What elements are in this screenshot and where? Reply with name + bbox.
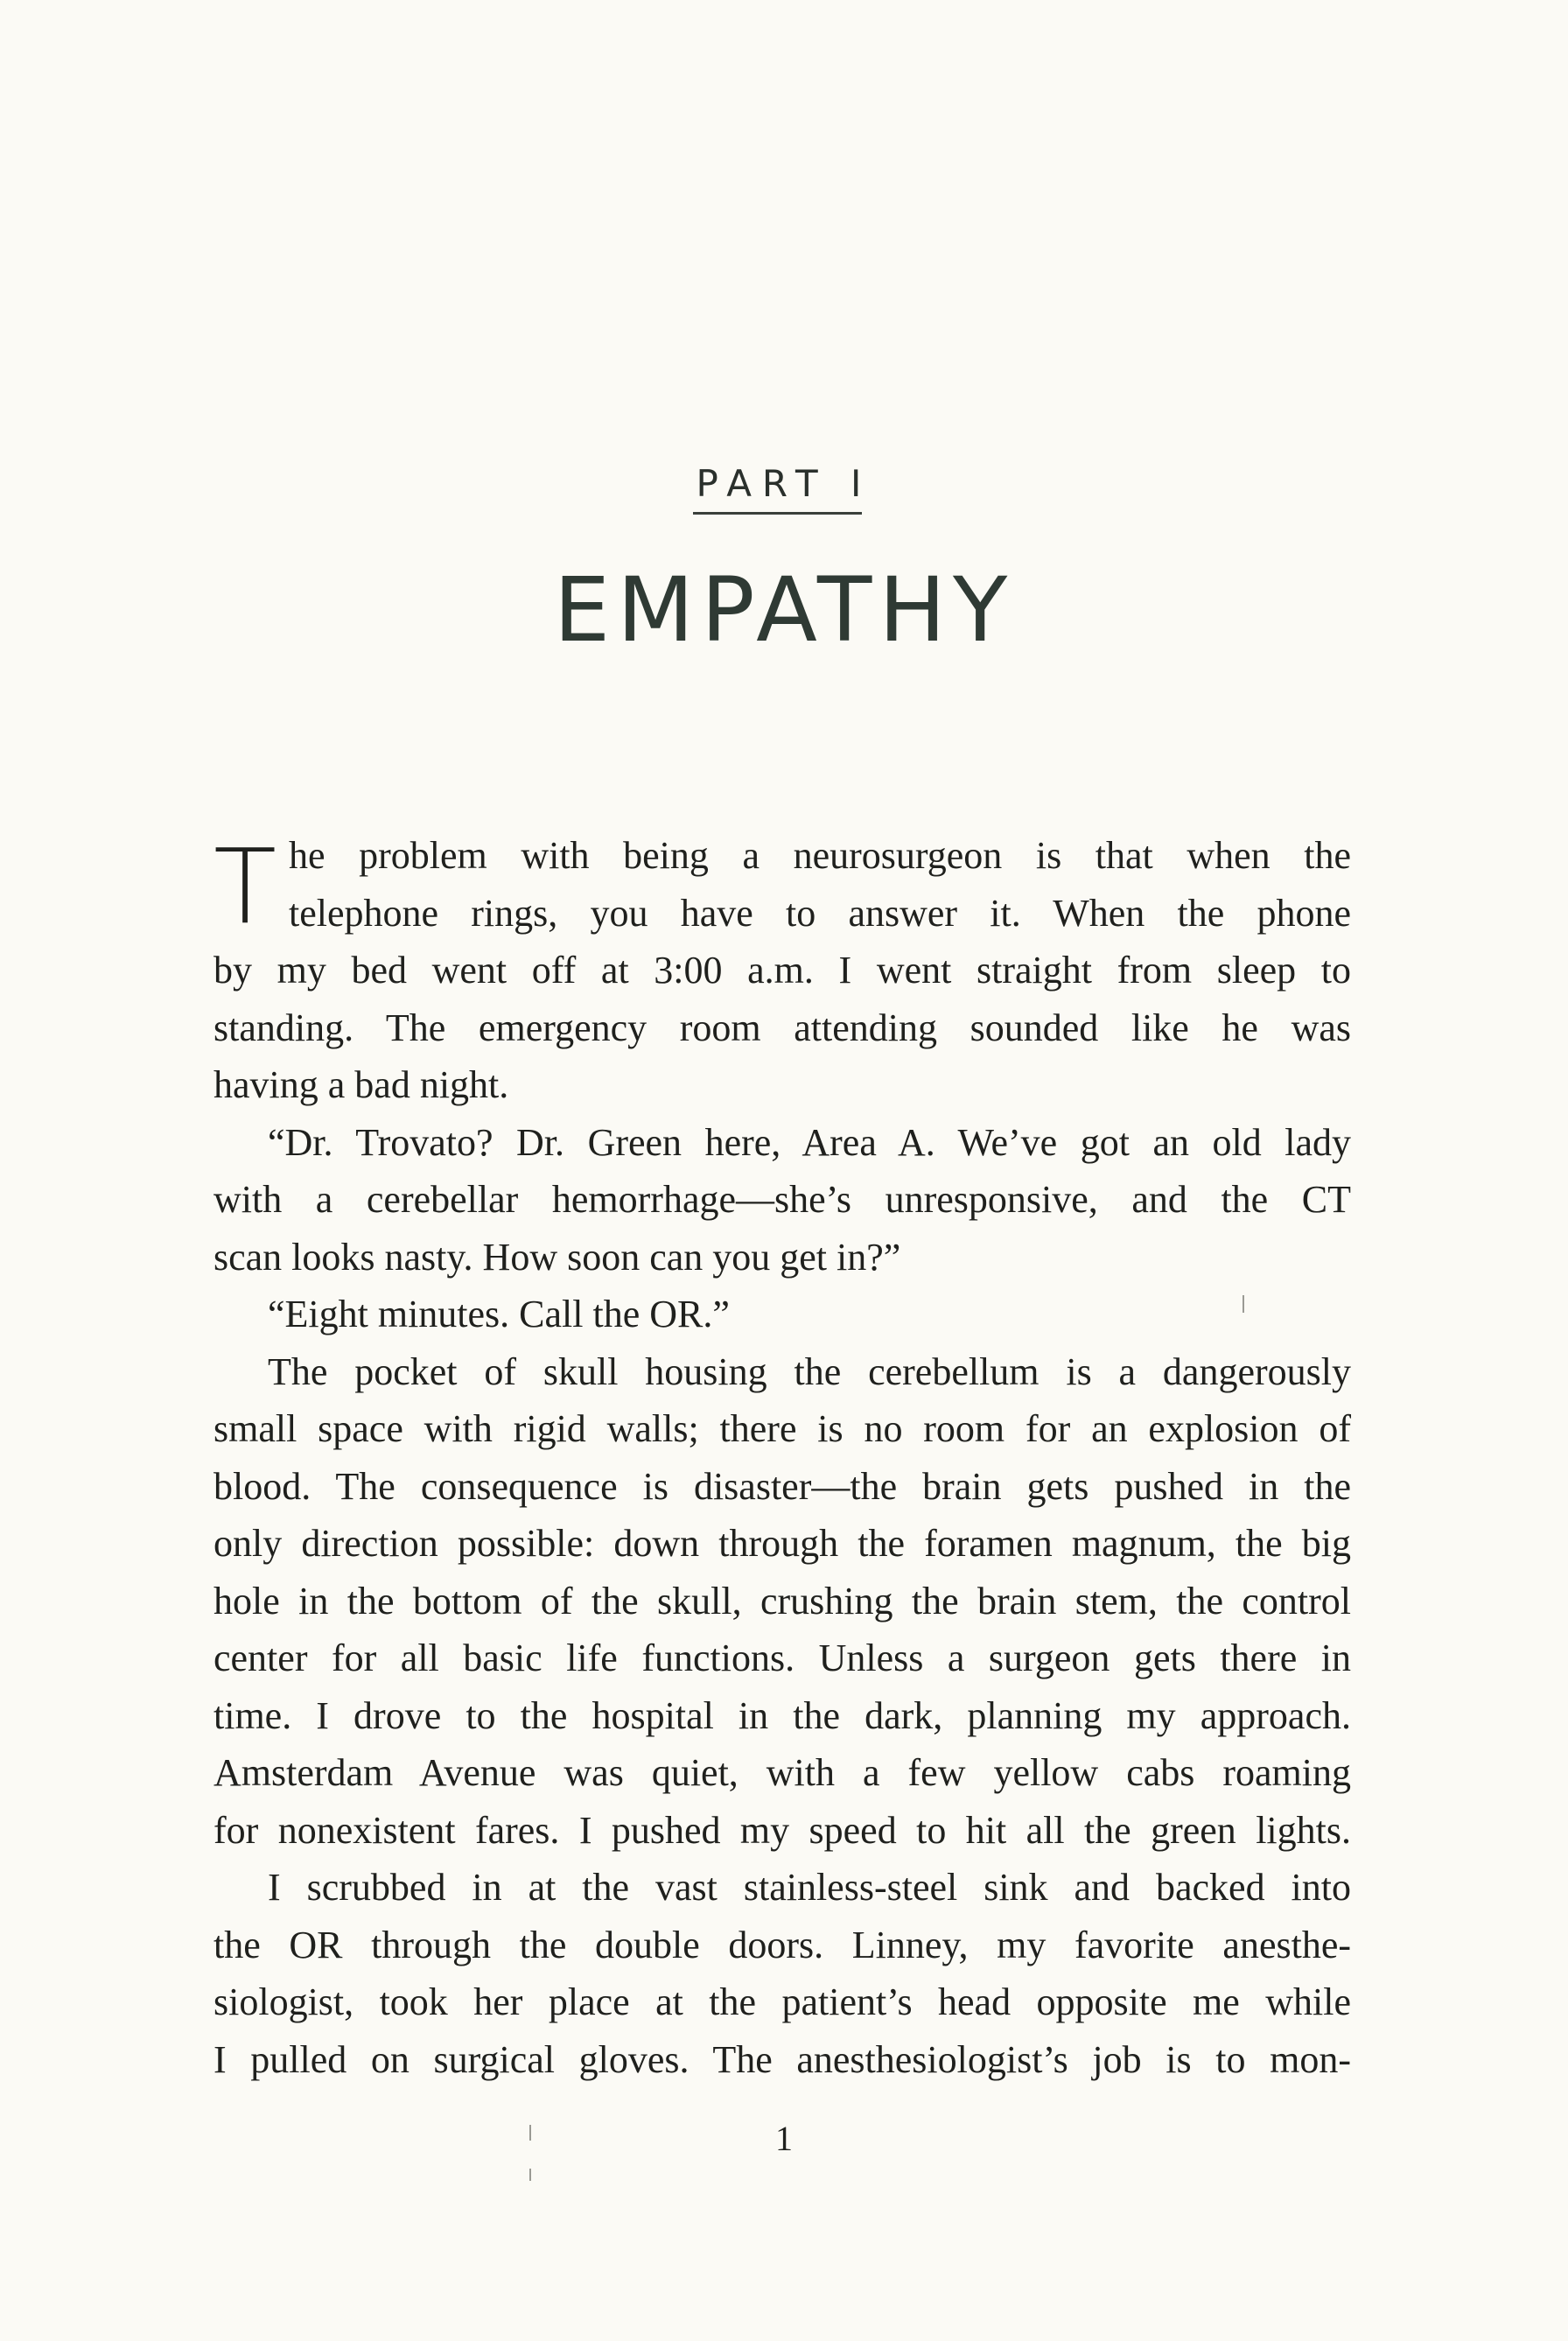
text-line: I scrubbed in at the vast stainless-steel sink and backed into — [268, 1866, 1351, 1909]
text-line: I pulled on surgical gloves. The anesthesiologist’s job is to mon- — [214, 2037, 1351, 2081]
text-line: “Eight minutes. Call the OR.” — [268, 1293, 730, 1335]
text-line: only direction possible: down through the foramen magnum, the big — [214, 1522, 1351, 1565]
text-line: standing. The emergency room attending sounded like he was — [214, 1006, 1351, 1049]
part-underline — [693, 512, 862, 515]
text-line: hole in the bottom of the skull, crushing the brain stem, the control — [214, 1579, 1351, 1623]
scan-speck — [529, 2169, 531, 2181]
text-line: “Dr. Trovato? Dr. Green here, Area A. We’ve got an old lady — [268, 1120, 1351, 1164]
body-text — [214, 827, 1351, 2088]
text-line: time. I drove to the hospital in the dark, planning my approach. — [214, 1693, 1351, 1737]
text-line: by my bed went off at 3:00 a.m. I went straight from sleep to — [214, 949, 1351, 992]
text-line: he problem with being a neurosurgeon is that when the — [289, 834, 1351, 877]
text-line: for nonexistent fares. I pushed my speed to hit all the green lights. — [214, 1808, 1351, 1852]
part-title: EMPATHY — [553, 558, 1015, 662]
text-line: center for all basic life functions. Unless a surgeon gets there in — [214, 1637, 1351, 1679]
drop-cap: T — [214, 826, 277, 947]
text-line: the OR through the double doors. Linney, my favorite anesthe- — [214, 1923, 1351, 1966]
text-line: small space with rigid walls; there is no room for an explosion of — [214, 1407, 1351, 1450]
scan-speck — [1242, 1295, 1244, 1313]
text-line: siologist, took her place at the patient’s head opposite me while — [214, 1980, 1351, 2023]
text-line: having a bad night. — [214, 1063, 509, 1106]
part-label: PART I — [696, 462, 872, 505]
text-line: scan looks nasty. How soon can you get in?” — [214, 1235, 901, 1279]
text-line: with a cerebellar hemorrhage—she’s unresponsive, and the CT — [214, 1178, 1351, 1221]
text-line: blood. The consequence is disaster—the brain gets pushed in the — [214, 1464, 1351, 1508]
scan-speck — [529, 2125, 531, 2141]
text-line: telephone rings, you have to answer it. When the phone — [289, 891, 1351, 935]
page-number: 1 — [775, 2119, 793, 2158]
text-line: Amsterdam Avenue was quiet, with a few yellow cabs roaming — [214, 1751, 1351, 1794]
text-line: The pocket of skull housing the cerebellum is a dangerously — [268, 1349, 1351, 1393]
